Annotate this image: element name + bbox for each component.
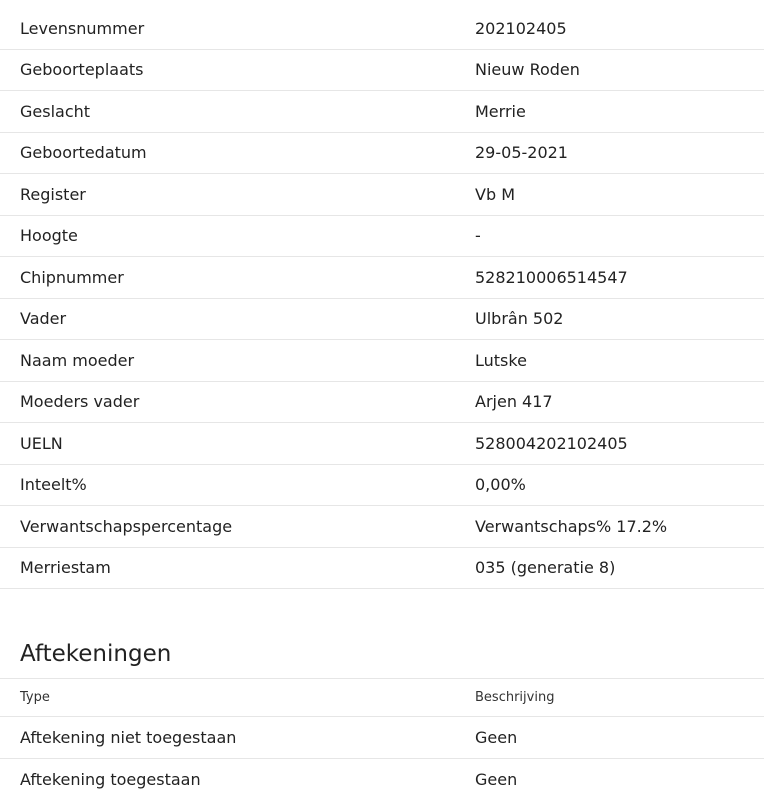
info-row-ueln [0, 423, 764, 465]
info-label: UELN [20, 433, 63, 453]
info-label: Naam moeder [20, 350, 135, 370]
info-row-naam-moeder [0, 340, 764, 382]
info-label: Register [20, 184, 86, 204]
info-label: Merriestam [20, 558, 111, 578]
info-row-chipnummer [0, 257, 764, 299]
info-row-hoogte [0, 216, 764, 258]
info-row-inteelt [0, 465, 764, 507]
info-row-verwantschapspercentage [0, 506, 764, 548]
table-row [0, 717, 764, 759]
info-value: Verwantschaps% 17.2% [475, 516, 668, 536]
info-value: - [475, 226, 481, 246]
markings-table-header [0, 679, 764, 717]
info-row-moeders-vader [0, 382, 764, 424]
info-label: Vader [20, 309, 67, 329]
info-label: Geboortedatum [20, 143, 147, 163]
info-label: Geboorteplaats [20, 60, 144, 80]
info-value: Ulbrân 502 [475, 309, 564, 329]
info-value: 528210006514547 [475, 267, 628, 287]
info-value: 0,00% [475, 475, 526, 495]
info-row-geslacht [0, 91, 764, 133]
info-value: 29-05-2021 [475, 143, 568, 163]
info-value: 035 (generatie 8) [475, 558, 616, 578]
markings-section-title: Aftekeningen [0, 637, 764, 679]
info-label: Moeders vader [20, 392, 140, 412]
info-label: Chipnummer [20, 267, 124, 287]
info-value: Vb M [475, 184, 515, 204]
info-row-register [0, 174, 764, 216]
marking-type: Aftekening niet toegestaan [20, 727, 237, 747]
info-label: Inteelt% [20, 475, 87, 495]
info-value: 202102405 [475, 18, 567, 38]
info-value: Merrie [475, 101, 526, 121]
info-value: Lutske [475, 350, 527, 370]
markings-table [0, 679, 764, 800]
info-row-geboortedatum [0, 133, 764, 175]
info-label: Hoogte [20, 226, 78, 246]
info-value: Arjen 417 [475, 392, 553, 412]
horse-info-table [0, 8, 764, 589]
table-row [0, 759, 764, 800]
info-row-levensnummer [0, 8, 764, 50]
info-label: Levensnummer [20, 18, 145, 38]
info-row-vader [0, 299, 764, 341]
info-label: Geslacht [20, 101, 91, 121]
info-row-geboorteplaats [0, 50, 764, 92]
info-label: Verwantschapspercentage [20, 516, 233, 536]
info-value: 528004202102405 [475, 433, 628, 453]
marking-description: Geen [475, 727, 518, 747]
info-row-merriestam [0, 548, 764, 590]
column-header-type: Type [20, 690, 50, 705]
info-value: Nieuw Roden [475, 60, 580, 80]
marking-description: Geen [475, 769, 518, 789]
column-header-description: Beschrijving [475, 690, 555, 705]
marking-type: Aftekening toegestaan [20, 769, 201, 789]
